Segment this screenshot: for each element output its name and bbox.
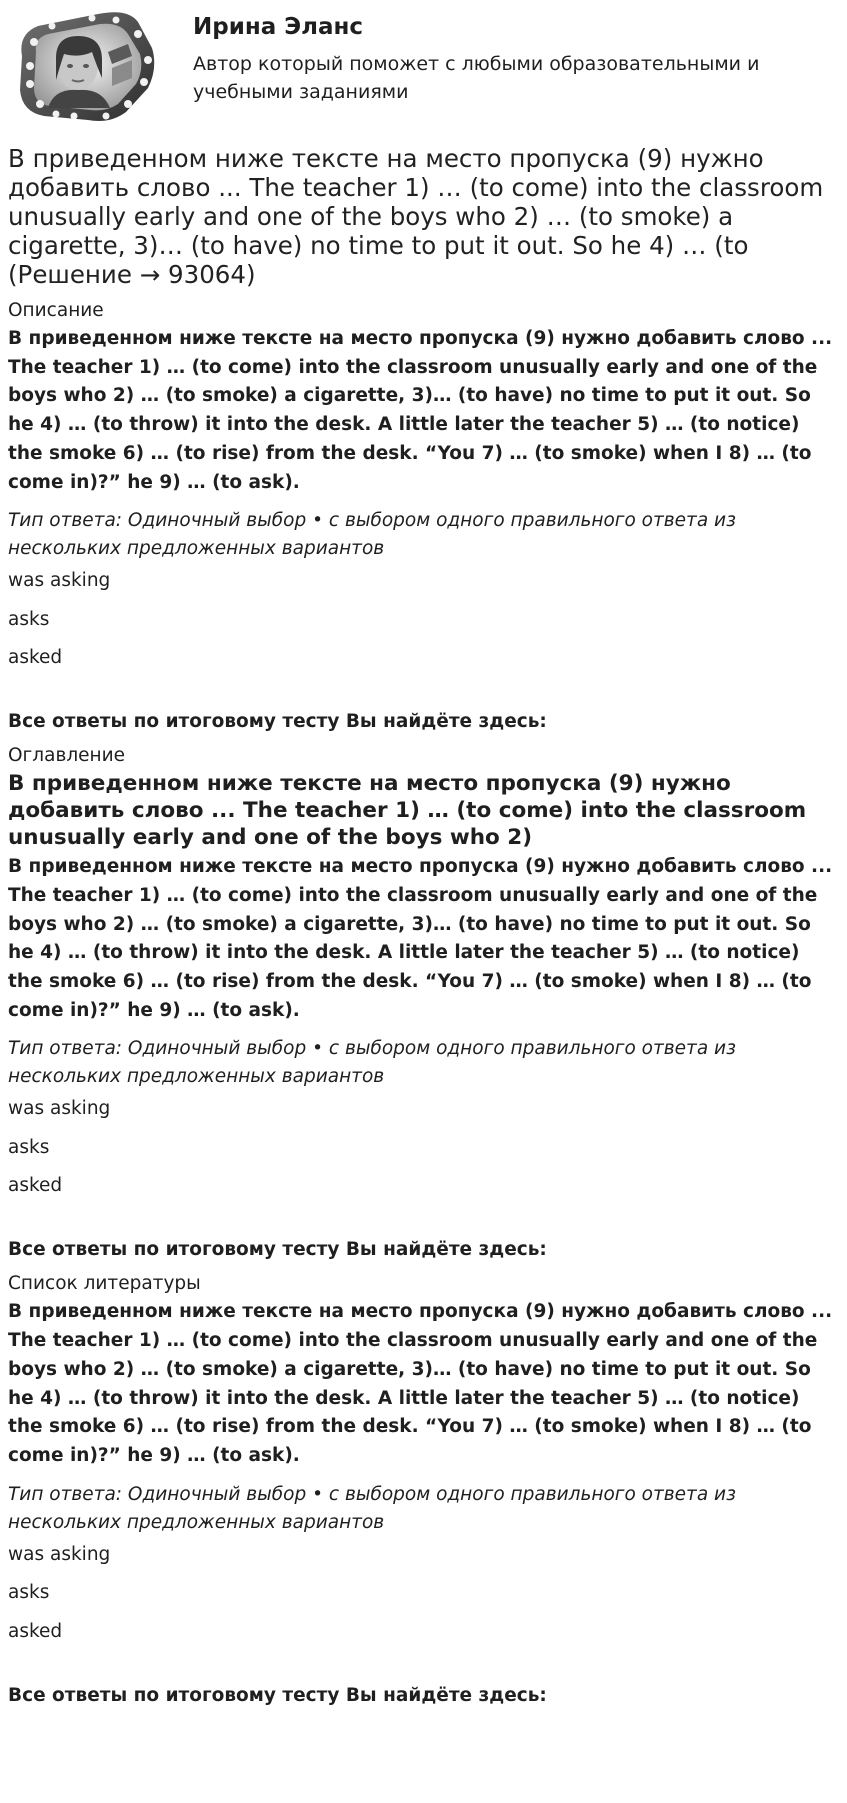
answer-option[interactable]: asked — [8, 1175, 63, 1197]
author-card — [8, 0, 839, 140]
author-avatar[interactable] — [16, 8, 158, 124]
answer-option[interactable]: was asking — [8, 570, 111, 592]
section-label: Описание — [8, 300, 104, 321]
answer-option[interactable]: asks — [8, 608, 50, 630]
answer-options — [8, 1097, 839, 1198]
answer-option[interactable]: asked — [8, 1620, 63, 1642]
page-title: В приведенном ниже тексте на место пропуска (9) нужно добавить слово ... The teacher 1) … (to come) into the classroom unusually early and one of the boys who 2) … (to smoke) a cigarette, 3)… (to have) no time to put it out. So he 4) … (to (Решение → 93064) — [8, 144, 824, 289]
question-text: В приведенном ниже тексте на место пропуска (9) нужно добавить слово ... The teacher 1) … (to come) into the classroom unusually early and one of the boys who 2) … (to smoke) a cigarette, 3)… (to have) no time to put it out. So he 4) … (to throw) it into the desk. A little later the teacher 5) … (to notice) the smoke 6) … (to rise) from the desk. “You 7) … (to smoke) when I 8) … (to come in)?” he 9) … (to ask). — [8, 1301, 833, 1466]
all-answers-link[interactable]: Все ответы по итоговому тесту Вы найдёте здесь: — [8, 1684, 547, 1706]
section-bibliography — [8, 1272, 839, 1707]
section-label: Оглавление — [8, 745, 126, 767]
section-contents — [8, 744, 839, 1262]
answer-type: Тип ответа: Одиночный выбор • с выбором одного правильного ответа из нескольких предложенных вариантов — [8, 510, 736, 560]
section-description — [8, 299, 839, 734]
answer-option[interactable]: was asking — [8, 1098, 111, 1120]
section-label: Список литературы — [8, 1273, 201, 1295]
answer-options — [8, 569, 839, 670]
answer-option[interactable]: asks — [8, 1136, 50, 1158]
all-answers-link[interactable]: Все ответы по итоговому тесту Вы найдёте здесь: — [8, 1239, 547, 1261]
answer-option[interactable]: asked — [8, 647, 63, 669]
answer-option[interactable]: was asking — [8, 1543, 111, 1565]
all-answers-link[interactable]: Все ответы по итоговому тесту Вы найдёте здесь: — [8, 711, 547, 733]
question-text: В приведенном ниже тексте на место пропуска (9) нужно добавить слово ... The teacher 1) … (to come) into the classroom unusually early and one of the boys who 2) … (to smoke) a cigarette, 3)… (to have) no time to put it out. So he 4) … (to throw) it into the desk. A little later the teacher 5) … (to notice) the smoke 6) … (to rise) from the desk. “You 7) … (to smoke) when I 8) … (to come in)?” he 9) … (to ask). — [8, 328, 833, 493]
author-description: Автор который поможет с любыми образовательными и учебными заданиями — [193, 53, 760, 103]
author-name[interactable]: Ирина Эланс — [193, 14, 364, 40]
answer-type: Тип ответа: Одиночный выбор • с выбором одного правильного ответа из нескольких предложенных вариантов — [8, 1483, 736, 1533]
answer-type: Тип ответа: Одиночный выбор • с выбором одного правильного ответа из нескольких предложенных вариантов — [8, 1038, 736, 1088]
answer-option[interactable]: asks — [8, 1582, 50, 1604]
answer-options — [8, 1543, 839, 1644]
question-text: В приведенном ниже тексте на место пропуска (9) нужно добавить слово ... The teacher 1) … (to come) into the classroom unusually early and one of the boys who 2) … (to smoke) a cigarette, 3)… (to have) no time to put it out. So he 4) … (to throw) it into the desk. A little later the teacher 5) … (to notice) the smoke 6) … (to rise) from the desk. “You 7) … (to smoke) when I 8) … (to come in)?” he 9) … (to ask). — [8, 856, 833, 1021]
section-heading: В приведенном ниже тексте на место пропуска (9) нужно добавить слово ... The teacher 1) … (to come) into the classroom unusually early and one of the boys who 2) — [8, 771, 807, 851]
